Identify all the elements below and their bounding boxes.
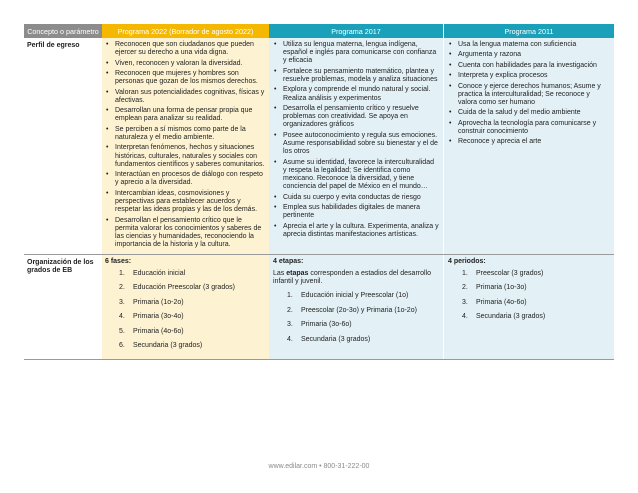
list-item: • Interpretan fenómenos, hechos y situaciones históricas, culturales, naturales y sociales con fundamentos científicos y saberes comunitarios. [106, 144, 265, 168]
cell-title: 6 fases: [105, 257, 132, 265]
list-item: • Fortalece su pensamiento matemático, plantea y resuelve problemas, modela y analiza situaciones [274, 67, 438, 83]
bullet-icon: • [106, 216, 109, 224]
list-item: • Posee autoconocimiento y regula sus emociones. Asume responsabilidad sobre su bienestar y el de los otros [274, 131, 438, 156]
list-item: 5. Primaria (4o-6o) [119, 327, 184, 335]
list-item: 3. Primaria (4o-6o) [462, 298, 527, 306]
item-number: 5. [119, 327, 125, 335]
cell-2022 [102, 38, 269, 254]
cell-2011 [443, 38, 614, 254]
bullet-icon: • [274, 104, 277, 112]
list-item: • Aprovecha la tecnología para comunicarse y construir conocimiento [449, 119, 597, 135]
bullet-icon: • [449, 61, 452, 69]
list-item: 4. Secundaria (3 grados) [462, 313, 546, 321]
header-programa-2017: Programa 2017 [269, 24, 443, 38]
list-item: • Desarrollan el pensamiento crítico que le permita valorar los conocimientos y saberes de las ciencias y humanidades, reconociendo la importancia de la historia y la cultura. [106, 216, 262, 249]
list-item: 6. Secundaria (3 grados) [119, 342, 203, 350]
item-number: 6. [119, 342, 125, 350]
item-number: 2. [119, 284, 125, 292]
item-number: 1. [462, 269, 468, 277]
list-item: 2. Primaria (1o-3o) [462, 284, 527, 292]
comparison-table [24, 24, 614, 360]
bullet-icon: • [106, 88, 109, 96]
cell-2011 [443, 255, 614, 359]
bullet-icon: • [449, 109, 452, 117]
header-concepto: Concepto o parámetro [24, 24, 102, 38]
list-item: • Se perciben a sí mismos como parte de la naturaleza y el medio ambiente. [106, 125, 246, 141]
bullet-icon: • [449, 119, 452, 127]
list-item: • Explora y comprende el mundo natural y social. Realiza análisis y experimentos [274, 86, 431, 102]
bullet-icon: • [274, 158, 277, 166]
list-item: 2. Preescolar (2o-3o) y Primaria (1o-2o) [287, 306, 417, 314]
list-item: • Desarrollan una forma de pensar propia que emplean para analizar su realidad. [106, 107, 253, 123]
item-number: 4. [287, 335, 293, 343]
list-item: 3. Primaria (3o-6o) [287, 321, 352, 329]
list-item: 2. Educación Preescolar (3 grados) [119, 284, 235, 292]
item-number: 3. [462, 298, 468, 306]
cell-title: 4 periodos: [448, 257, 486, 265]
bullet-icon: • [274, 193, 277, 201]
list-item: • Cuida su cuerpo y evita conductas de riesgo [274, 193, 421, 201]
list-item: • Intercambian ideas, cosmovisiones y perspectivas para establecer acuerdos y respetar las ideas propias y las de los demás. [106, 189, 258, 214]
bullet-icon: • [274, 86, 277, 94]
list-item: 4. Primaria (3o-4o) [119, 313, 184, 321]
bullet-icon: • [106, 171, 109, 179]
bullet-icon: • [106, 144, 109, 152]
list-item: • Viven, reconocen y valoran la diversidad. [106, 59, 243, 67]
bullet-icon: • [106, 189, 109, 197]
item-number: 1. [287, 292, 293, 300]
bullet-icon: • [106, 59, 109, 67]
list-item: • Emplea sus habilidades digitales de manera pertinente [274, 203, 420, 220]
bullet-icon: • [274, 41, 277, 48]
list-item: 1. Preescolar (3 grados) [462, 269, 544, 277]
header-programa-2022: Programa 2022 (Borrador de agosto 2022) [102, 24, 269, 38]
list-item: 1. Educación inicial [119, 269, 186, 277]
bullet-icon: • [106, 69, 109, 77]
cell-2017 [269, 255, 443, 359]
cell-intro: Las etapas corresponden a estadios del desarrollo infantil y juvenil. [273, 269, 431, 285]
row-organizacion [24, 255, 614, 360]
item-number: 3. [119, 298, 125, 306]
bullet-icon: • [449, 82, 452, 90]
list-item: • Cuenta con habilidades para la investigación [449, 61, 597, 69]
list-item: • Argumenta y razona [449, 51, 522, 59]
list-item: • Interpreta y explica procesos [449, 72, 548, 80]
table-header [24, 24, 614, 38]
bullet-icon: • [106, 125, 109, 133]
bullet-icon: • [274, 222, 277, 230]
cell-2022 [102, 255, 269, 359]
list-item: • Interactúan en procesos de diálogo con respeto y aprecio a la diversidad. [106, 171, 263, 187]
footer-contact: www.edilar.com • 800-31-222-00 [268, 463, 370, 470]
bullet-icon: • [274, 67, 277, 75]
item-number: 2. [287, 306, 293, 314]
row-perfil-egreso [24, 38, 614, 255]
bullet-icon: • [274, 203, 277, 211]
cell-2017 [269, 38, 443, 254]
bullet-icon: • [449, 51, 452, 59]
bullet-icon: • [449, 72, 452, 80]
item-number: 3. [287, 321, 293, 329]
list-item: • Conoce y ejerce derechos humanos; Asume y practica la interculturalidad; Se reconoce y valora como ser humano [449, 82, 601, 106]
list-item: • Usa la lengua materna con suficiencia [449, 41, 577, 48]
cell-title: 4 etapas: [273, 257, 304, 265]
item-number: 4. [462, 313, 468, 321]
row-label: Organización de los grados de EB [24, 255, 102, 359]
list-item: • Reconoce y aprecia el arte [449, 138, 542, 146]
bullet-icon: • [106, 107, 109, 115]
list-item: 4. Secundaria (3 grados) [287, 335, 371, 343]
list-item: • Desarrolla el pensamiento crítico y resuelve problemas con creatividad. Se apoya en organizadores gráficos [274, 104, 419, 129]
item-number: 2. [462, 284, 468, 292]
header-programa-2011: Programa 2011 [443, 24, 614, 38]
list-item: 1. Educación inicial y Preescolar (1o) [287, 292, 409, 300]
item-number: 4. [119, 313, 125, 321]
list-item: 3. Primaria (1o-2o) [119, 298, 184, 306]
bullet-icon: • [274, 131, 277, 139]
list-item: • Aprecia el arte y la cultura. Experimenta, analiza y aprecia distintas manifestaciones artísticas. [274, 222, 439, 238]
bullet-icon: • [449, 138, 452, 146]
bullet-icon: • [449, 41, 452, 48]
list-item: • Cuida de la salud y del medio ambiente [449, 109, 581, 117]
row-label: Perfil de egreso [24, 38, 102, 254]
list-item: • Reconocen que son ciudadanos que pueden ejercer su derecho a una vida digna. [106, 41, 254, 57]
item-number: 1. [119, 269, 125, 277]
list-item: • Asume su identidad, favorece la interculturalidad y respeta la legalidad; Se identifica como mexicano. Reconoce la diversidad, y tiene conciencia del papel de México en el mundo… [274, 158, 434, 191]
bullet-icon: • [106, 41, 109, 48]
list-item: • Reconocen que mujeres y hombres son personas que gozan de los mismos derechos. [106, 69, 258, 86]
list-item: • Utiliza su lengua materna, lengua indígena, español e inglés para comunicarse con confianza y eficacia [274, 41, 437, 65]
list-item: • Valoran sus potencialidades cognitivas, físicas y afectivas. [106, 88, 265, 104]
